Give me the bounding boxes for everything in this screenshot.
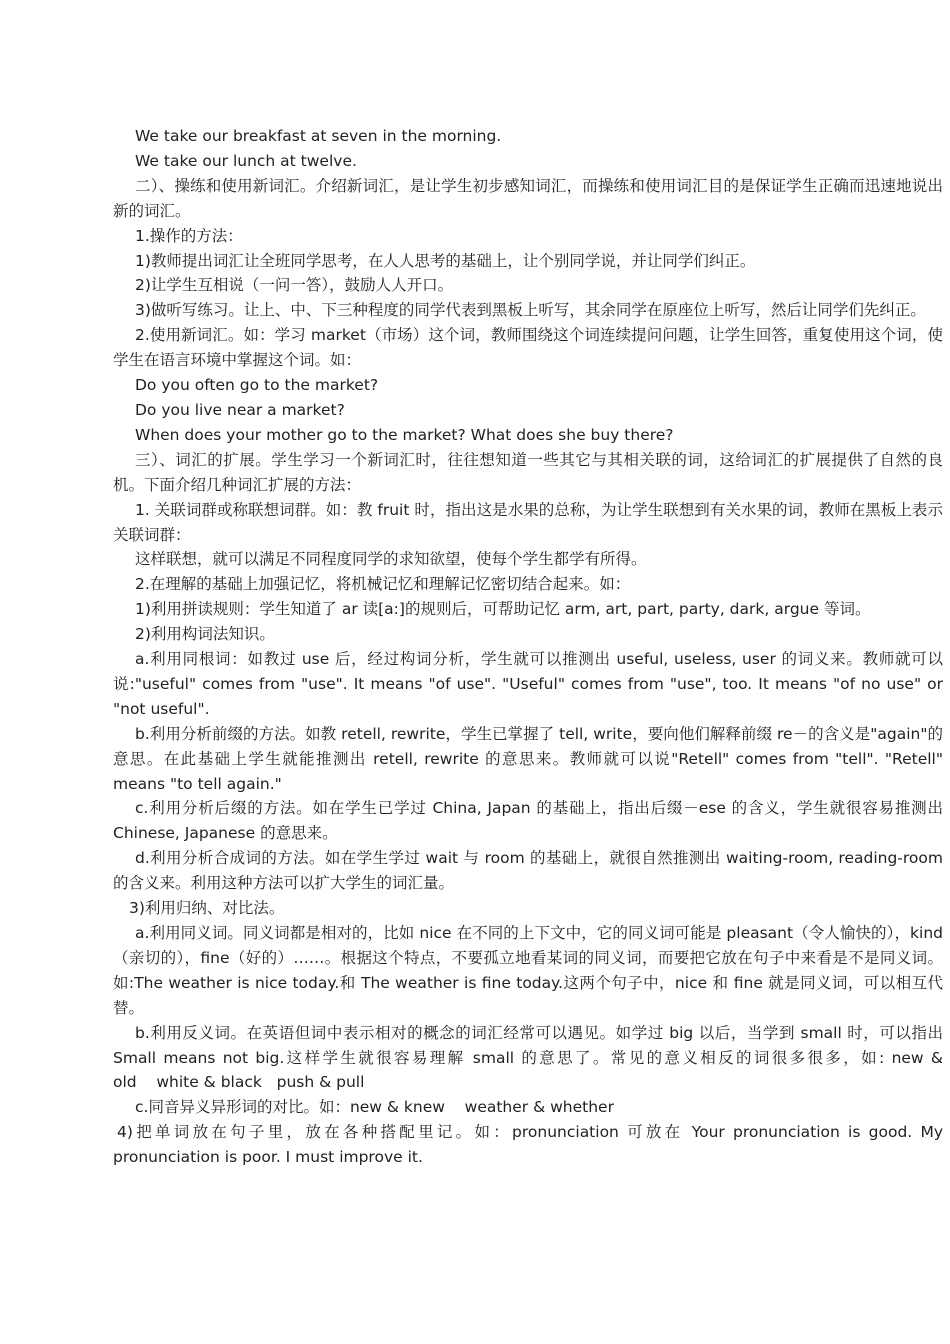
list-item-homophones: c.同音异义异形词的对比。如：new & knew weather & whether bbox=[135, 1098, 614, 1117]
list-item-sentences: 4)把单词放在句子里，放在各种搭配里记。如：pronunciation 可放在 Your pronunciation is good. My pronunciation is poor. I must improve it. bbox=[113, 1123, 943, 1167]
list-item-same-root: a.利用同根词：如教过 use 后，经过构词分析，学生就可以推测出 useful, useless, user 的词义来。教师就可以说:"useful" comes from "use". It means "of use". "Useful" comes from "use", too. It means "of no use" or "not useful". bbox=[113, 650, 943, 718]
list-item-induction: 3)利用归纳、对比法。 bbox=[129, 899, 285, 918]
list-item-word-formation: 2)利用构词法知识。 bbox=[135, 625, 275, 644]
paragraph-breakfast: We take our breakfast at seven in the morning. bbox=[135, 127, 502, 145]
list-item-spelling-rules: 1)利用拼读规则：学生知道了 ar 读[a:]的规则后，可帮助记忆 arm, art, part, party, dark, argue 等词。 bbox=[135, 600, 871, 619]
example-sentence-3: When does your mother go to the market? What does she buy there? bbox=[135, 425, 674, 444]
list-item-suffix: c.利用分析后缀的方法。如在学生已学过 China, Japan 的基础上，指出后缀－ese 的含义，学生就很容易推测出 Chinese, Japanese 的意思来。 bbox=[113, 799, 943, 843]
list-item-method-2: 2)让学生互相说（一问一答），鼓励人人开口。 bbox=[135, 276, 454, 295]
subheading-using-words: 2.使用新词汇。如：学习 market（市场）这个词，教师围绕这个词连续提问问题，让学生回答，重复使用这个词，使学生在语言环境中掌握这个词。如： bbox=[113, 326, 943, 370]
list-item-prefix: b.利用分析前缀的方法。如教 retell, rewrite，学生已掌握了 tell, write，要向他们解释前缀 re－的含义是"again"的意思。在此基础上学生就能推测出 retell, rewrite 的意思来。教师就可以说"Retell" comes from "tell". "Retell" means "to tell again." bbox=[113, 724, 943, 793]
paragraph-lunch: We take our lunch at twelve. bbox=[135, 151, 357, 170]
list-item-antonyms: b.利用反义词。在英语但词中表示相对的概念的词汇经常可以遇见。如学过 big 以后，当学到 small 时，可以指出 Small means not big.这样学生就很容易理解 small 的意思了。常见的意义相反的词很多很多，如: new & old white & black push & pull bbox=[113, 1023, 943, 1092]
list-item-word-groups: 1. 关联词群或称联想词群。如：教 fruit 时，指出这是水果的总称，为让学生联想到有关水果的词，教师在黑板上表示关联词群： bbox=[113, 500, 943, 544]
list-item-method-1: 1)教师提出词汇让全班同学思考，在人人思考的基础上，让个别同学说，并让同学们纠正。 bbox=[135, 251, 756, 270]
subheading-methods: 1.操作的方法： bbox=[135, 226, 243, 245]
paragraph-association: 这样联想，就可以满足不同程度同学的求知欲望，使每个学生都学有所得。 bbox=[135, 550, 647, 569]
section-heading-expansion: 三）、词汇的扩展。学生学习一个新词汇时，往往想知道一些其它与其相关联的词，这给词汇的扩展提供了自然的良机。下面介绍几种词汇扩展的方法： bbox=[113, 450, 943, 494]
list-item-method-3: 3)做听写练习。让上、中、下三种程度的同学代表到黑板上听写，其余同学在原座位上听写，然后让同学们先纠正。 bbox=[135, 301, 926, 320]
example-sentence-1: Do you often go to the market? bbox=[135, 376, 379, 395]
example-sentence-2: Do you live near a market? bbox=[135, 400, 345, 419]
list-item-compound: d.利用分析合成词的方法。如在学生学过 wait 与 room 的基础上，就很自然推测出 waiting-room, reading-room 的含义来。利用这种方法可以扩大学生的词汇量。 bbox=[113, 849, 943, 893]
subheading-memory: 2.在理解的基础上加强记忆，将机械记忆和理解记忆密切结合起来。如： bbox=[135, 575, 631, 594]
document-body bbox=[113, 124, 943, 1170]
list-item-synonyms: a.利用同义词。同义词都是相对的，比如 nice 在不同的上下文中，它的同义词可能是 pleasant（令人愉快的），kind（亲切的），fine（好的）……。根据这个特点，不要孤立地看某词的同义词，而要把它放在句子中来看是不是同义词。如:The weather is nice today.和 The weather is fine today.这两个句子中，nice 和 fine 就是同义词，可以相互代替。 bbox=[113, 924, 943, 1017]
section-heading-practice: 二）、操练和使用新词汇。介绍新词汇，是让学生初步感知词汇，而操练和使用词汇目的是保证学生正确而迅速地说出新的词汇。 bbox=[113, 176, 943, 220]
